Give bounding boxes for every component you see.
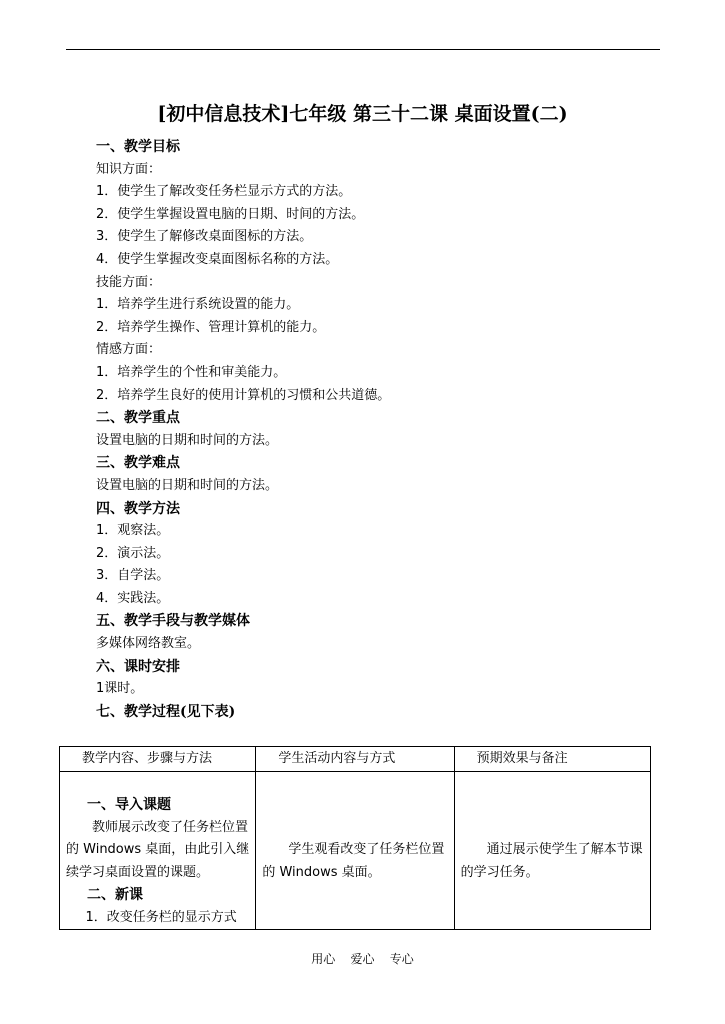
cell-text-intro: 教师展示改变了任务栏位置的 Windows 桌面，由此引入继续学习桌面设置的课题。 (66, 819, 250, 880)
header-rule (66, 49, 660, 50)
skill-item: 1．培养学生进行系统设置的能力。 (96, 297, 300, 313)
method-item: 2．演示法。 (96, 545, 170, 561)
cell-text-effect: 通过展示使学生了解本节课的学习任务。 (460, 842, 643, 880)
method-item: 3．自学法。 (96, 568, 170, 584)
cell-text-item: 1．改变任务栏的显示方式 (85, 909, 237, 925)
emotion-item: 2．培养学生良好的使用计算机的习惯和公共道德。 (96, 387, 391, 403)
label-skill: 技能方面： (96, 274, 162, 290)
method-item: 4．实践法。 (96, 590, 170, 606)
emotion-item: 1．培养学生的个性和审美能力。 (96, 364, 287, 380)
table-header-cell: 教学内容、步骤与方法 (60, 747, 256, 772)
table-row (60, 772, 651, 930)
knowledge-item: 4．使学生掌握改变桌面图标名称的方法。 (96, 251, 339, 267)
heading-media: 五、教学手段与教学媒体 (96, 613, 250, 630)
table-cell-effect (454, 772, 650, 930)
page-footer: 用心 爱心 专心 (311, 952, 414, 966)
lesson-body (96, 136, 696, 723)
label-knowledge: 知识方面： (96, 161, 162, 177)
cell-text-student: 学生观看改变了任务栏位置的 Windows 桌面。 (262, 842, 445, 880)
table-header-row (60, 747, 651, 772)
process-table (59, 746, 651, 930)
skill-item: 2．培养学生操作、管理计算机的能力。 (96, 319, 326, 335)
table-cell-teaching (60, 772, 256, 930)
knowledge-item: 3．使学生了解修改桌面图标的方法。 (96, 229, 313, 245)
table-header-cell: 学生活动内容与方式 (256, 747, 454, 772)
heading-objectives: 一、教学目标 (96, 139, 180, 155)
table-header-cell: 预期效果与备注 (454, 747, 650, 772)
label-emotion: 情感方面： (96, 342, 162, 358)
media-text: 多媒体网络教室。 (96, 636, 201, 652)
schedule-text: 1课时。 (96, 681, 144, 697)
table-cell-student (256, 772, 454, 930)
cell-heading-new: 二、新课 (87, 887, 143, 903)
key-point-text: 设置电脑的日期和时间的方法。 (96, 432, 279, 448)
knowledge-item: 1．使学生了解改变任务栏显示方式的方法。 (96, 184, 352, 200)
heading-methods: 四、教学方法 (96, 500, 180, 517)
heading-schedule: 六、课时安排 (96, 658, 180, 675)
knowledge-item: 2．使学生掌握设置电脑的日期、时间的方法。 (96, 206, 365, 222)
heading-difficulty: 三、教学难点 (96, 455, 180, 472)
document-title: [初中信息技术]七年级 第三十二课 桌面设置(二) (157, 103, 568, 125)
heading-process: 七、教学过程(见下表) (96, 703, 236, 720)
method-item: 1．观察法。 (96, 523, 170, 539)
heading-key-point: 二、教学重点 (96, 410, 180, 427)
difficulty-text: 设置电脑的日期和时间的方法。 (96, 477, 279, 493)
cell-heading-intro: 一、导入课题 (87, 797, 171, 813)
